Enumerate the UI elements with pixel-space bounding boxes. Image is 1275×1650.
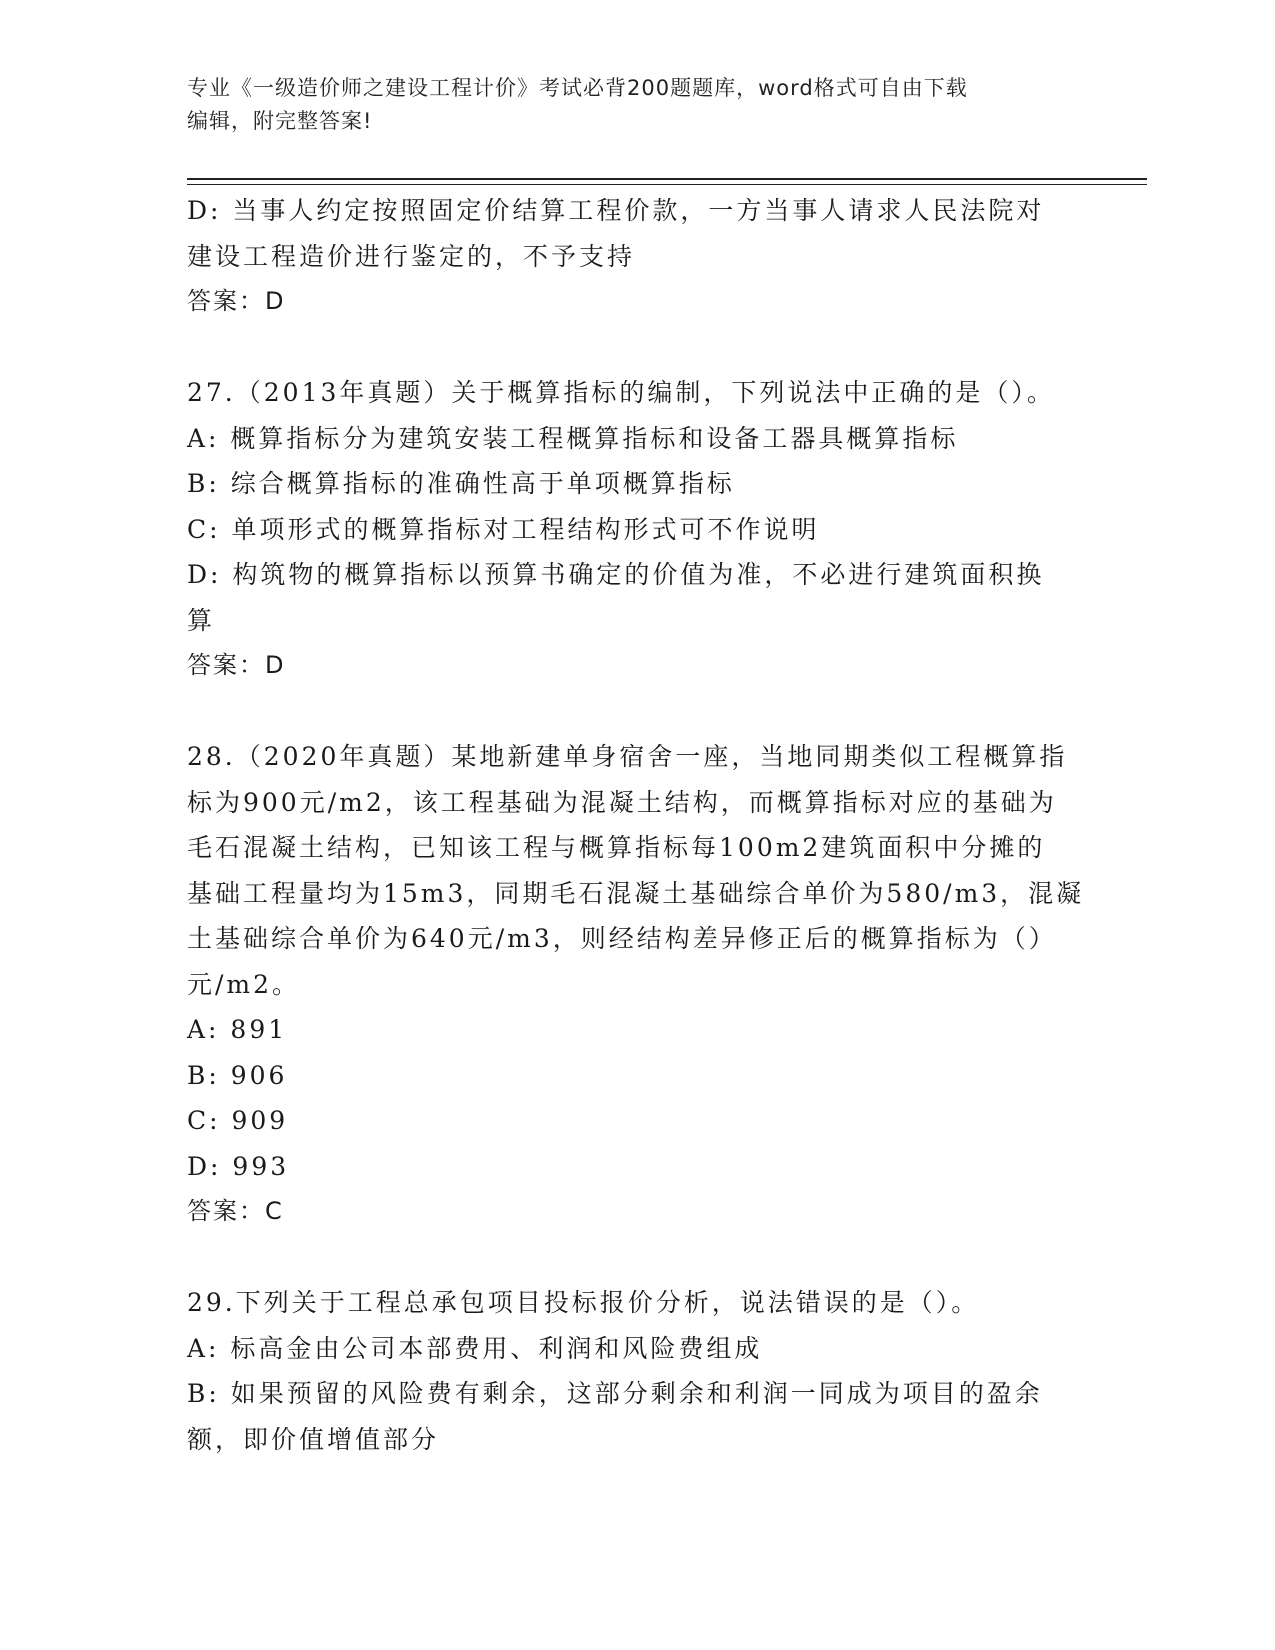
header-rule-thick	[187, 178, 1147, 180]
option-b: B: 906	[187, 1060, 288, 1090]
header-rule-thin	[187, 184, 1147, 185]
spacer	[187, 689, 1077, 735]
question-stem-continued: 毛石混凝土结构，已知该工程与概算指标每100m2建筑面积中分摊的	[187, 833, 1046, 862]
answer-line: 答案：D	[187, 287, 286, 315]
option-d: D: 993	[187, 1151, 290, 1181]
question-stem: 28.（2020年真题）某地新建单身宿舍一座，当地同期类似工程概算指	[187, 742, 1068, 771]
question-stem-continued: 基础工程量均为15m3，同期毛石混凝土基础综合单价为580/m3，混凝	[187, 878, 1085, 908]
option-d-continued: 算	[187, 605, 216, 635]
question-stem-continued: 土基础综合单价为640元/m3，则经结构差异修正后的概算指标为（）	[187, 924, 1057, 953]
option-a: A: 891	[187, 1015, 288, 1044]
document-header	[187, 72, 1087, 138]
option-b: B: 综合概算指标的准确性高于单项概算指标	[187, 469, 735, 498]
question-stem-continued: 元/m2。	[187, 969, 301, 999]
option-c: C: 909	[187, 1106, 289, 1135]
question-stem: 29.下列关于工程总承包项目投标报价分析，说法错误的是（）。	[187, 1288, 980, 1317]
option-b: B: 如果预留的风险费有剩余，这部分剩余和利润一同成为项目的盈余	[187, 1379, 1043, 1408]
question-content	[187, 188, 1085, 1462]
header-line-1: 专业《一级造价师之建设工程计价》考试必背200题题库，word格式可自由下载	[187, 76, 968, 100]
option-d: D: 构筑物的概算指标以预算书确定的价值为准，不必进行建筑面积换	[187, 560, 1045, 589]
question-stem: 27.（2013年真题）关于概算指标的编制，下列说法中正确的是（）。	[187, 378, 1055, 407]
option-b-continued: 额，即价值增值部分	[187, 1424, 440, 1454]
question-stem-continued: 标为900元/m2，该工程基础为混凝土结构，而概算指标对应的基础为	[187, 787, 1057, 817]
answer-line: 答案：C	[187, 1197, 284, 1225]
option-c: C: 单项形式的概算指标对工程结构形式可不作说明	[187, 514, 820, 544]
spacer	[187, 325, 1077, 371]
option-a: A: 标高金由公司本部费用、利润和风险费组成	[187, 1333, 763, 1363]
option-a: A: 概算指标分为建筑安装工程概算指标和设备工器具概算指标	[187, 423, 959, 453]
question-text-line: 建设工程造价进行鉴定的，不予支持	[187, 241, 636, 271]
answer-line: 答案：D	[187, 651, 286, 679]
spacer	[187, 1235, 1077, 1281]
header-line-2: 编辑，附完整答案!	[187, 109, 373, 133]
question-text-line: D: 当事人约定按照固定价结算工程价款，一方当事人请求人民法院对	[187, 196, 1045, 225]
